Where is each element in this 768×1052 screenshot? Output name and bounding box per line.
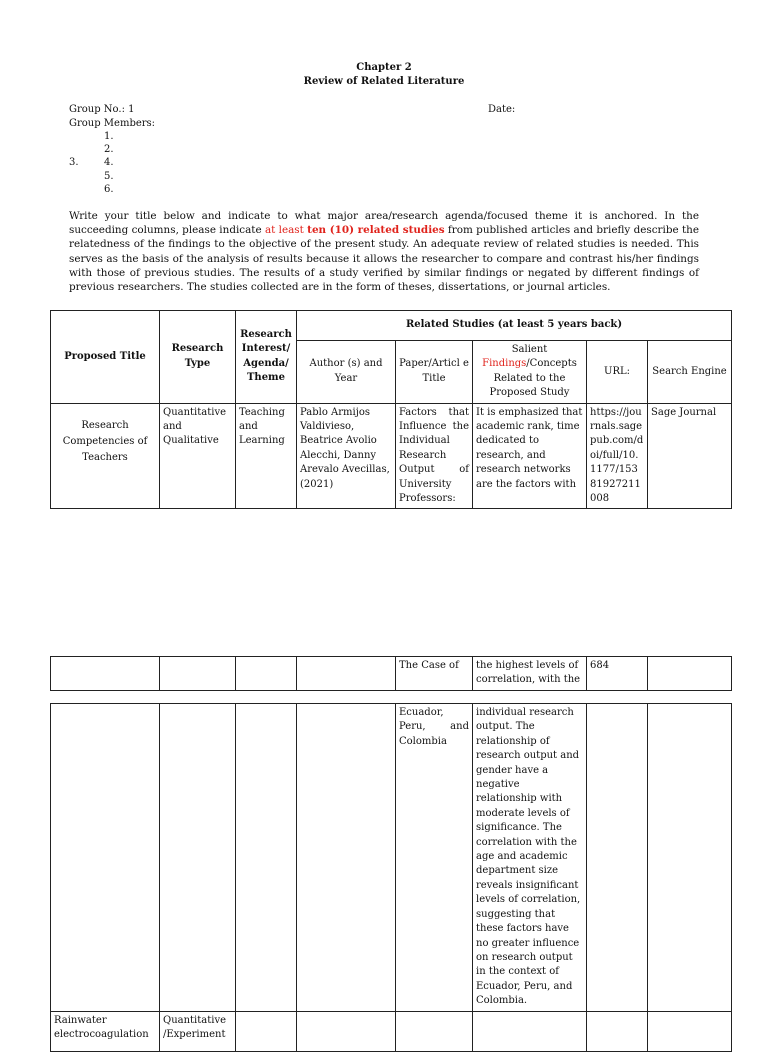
- cell-paper-title-cont: The Case of: [396, 657, 473, 691]
- header-author-year: Author (s) and Year: [297, 341, 396, 404]
- empty-cell: [236, 657, 297, 691]
- cell-url-cont[interactable]: 684: [587, 657, 648, 691]
- empty-cell: [51, 704, 160, 1012]
- header-related-studies: Related Studies (at least 5 years back): [297, 311, 732, 341]
- cell-research-type-2: Quantitative /Experiment: [160, 1011, 236, 1051]
- cell-author-year: Pablo Armijos Valdivieso, Beatrice Avolio Alecchi, Danny Arevalo Avecillas, (2021): [297, 403, 396, 509]
- member-item: 1.: [104, 131, 114, 142]
- cell-research-type: Quantitative and Qualitative: [160, 403, 236, 509]
- member-item: 4.: [104, 157, 114, 168]
- empty-cell: [587, 704, 648, 1012]
- empty-cell: [160, 657, 236, 691]
- cell-salient-cont2: individual research output. The relationship of research output and gender have a negative relationship with moderate levels of significance. The correlation with the age and academic department size reveals insignificant levels of correlation, suggesting that these factors have no greater influence on research output in the context of Ecuador, Peru, and Colombia.: [473, 704, 587, 1012]
- empty-cell: [473, 1011, 587, 1051]
- page-title: Review of Related Literature: [303, 76, 465, 87]
- header-paper-title: Paper/Articl e Title: [396, 341, 473, 404]
- member-item: 3.: [69, 157, 79, 168]
- member-item: 2.: [104, 144, 114, 155]
- header-salient-findings: Salient Findings/Concepts Related to the Proposed Study: [473, 341, 587, 404]
- empty-cell: [297, 657, 396, 691]
- empty-cell: [236, 1011, 297, 1051]
- literature-table-continued: [50, 656, 732, 691]
- cell-salient-findings: It is emphasized that academic rank, time dedicated to research, and research networks are the factors with: [473, 403, 587, 509]
- cell-search-engine: Sage Journal: [648, 403, 732, 509]
- group-number: Group No.: 1: [69, 104, 135, 115]
- header-url: URL:: [587, 341, 648, 404]
- empty-cell: [587, 1011, 648, 1051]
- highlight-bold-text: ten (10) related studies: [307, 224, 445, 237]
- header-search-engine: Search Engine: [648, 341, 732, 404]
- date-label: Date:: [488, 104, 516, 115]
- chapter-heading: Chapter 2: [356, 62, 412, 73]
- instructions-paragraph: Write your title below and indicate to what major area/research agenda/focused theme it is anchored. In the succeeding columns, please indicate at least ten (10) related studies from published articles and briefly describe the relatedness of the findings to the objective of the present study. An adequate review of related studies is needed. This serves as the basis of the analysis of results because it allows the researcher to compare and contrast his/her findings with those of previous studies. The results of a study verified by similar findings or negated by different findings of previous researchers. The studies collected are in the form of theses, dissertations, or journal articles.: [69, 210, 699, 294]
- empty-cell: [648, 1011, 732, 1051]
- empty-cell: [236, 704, 297, 1012]
- literature-table: [50, 310, 732, 509]
- cell-research-interest: Teaching and Learning: [236, 403, 297, 509]
- header-research-type: Research Type: [160, 311, 236, 404]
- empty-cell: [648, 657, 732, 691]
- cell-url[interactable]: https://journals.sagepub.com/doi/full/10.1177/15381927211008: [587, 403, 648, 509]
- header-proposed-title: Proposed Title: [51, 311, 160, 404]
- empty-cell: [297, 1011, 396, 1051]
- cell-proposed-title: Research Competencies of Teachers: [51, 403, 160, 509]
- empty-cell: [51, 657, 160, 691]
- empty-cell: [160, 704, 236, 1012]
- empty-cell: [297, 704, 396, 1012]
- highlight-text: at least: [264, 224, 308, 237]
- literature-table-page3: [50, 703, 732, 1052]
- group-members-label: Group Members:: [69, 118, 156, 129]
- cell-salient-cont: the highest levels of correlation, with the: [473, 657, 587, 691]
- member-item: 5.: [104, 171, 114, 182]
- cell-paper-title: Factors that Influence the Individual Research Output of University Professors:: [396, 403, 473, 509]
- cell-paper-title-cont2: Ecuador, Peru, and Colombia: [396, 704, 473, 1012]
- member-item: 6.: [104, 184, 114, 195]
- cell-proposed-title-2: Rainwater electrocoagulation: [51, 1011, 160, 1051]
- empty-cell: [648, 704, 732, 1012]
- empty-cell: [396, 1011, 473, 1051]
- header-research-interest: Research Interest/ Agenda/ Theme: [236, 311, 297, 404]
